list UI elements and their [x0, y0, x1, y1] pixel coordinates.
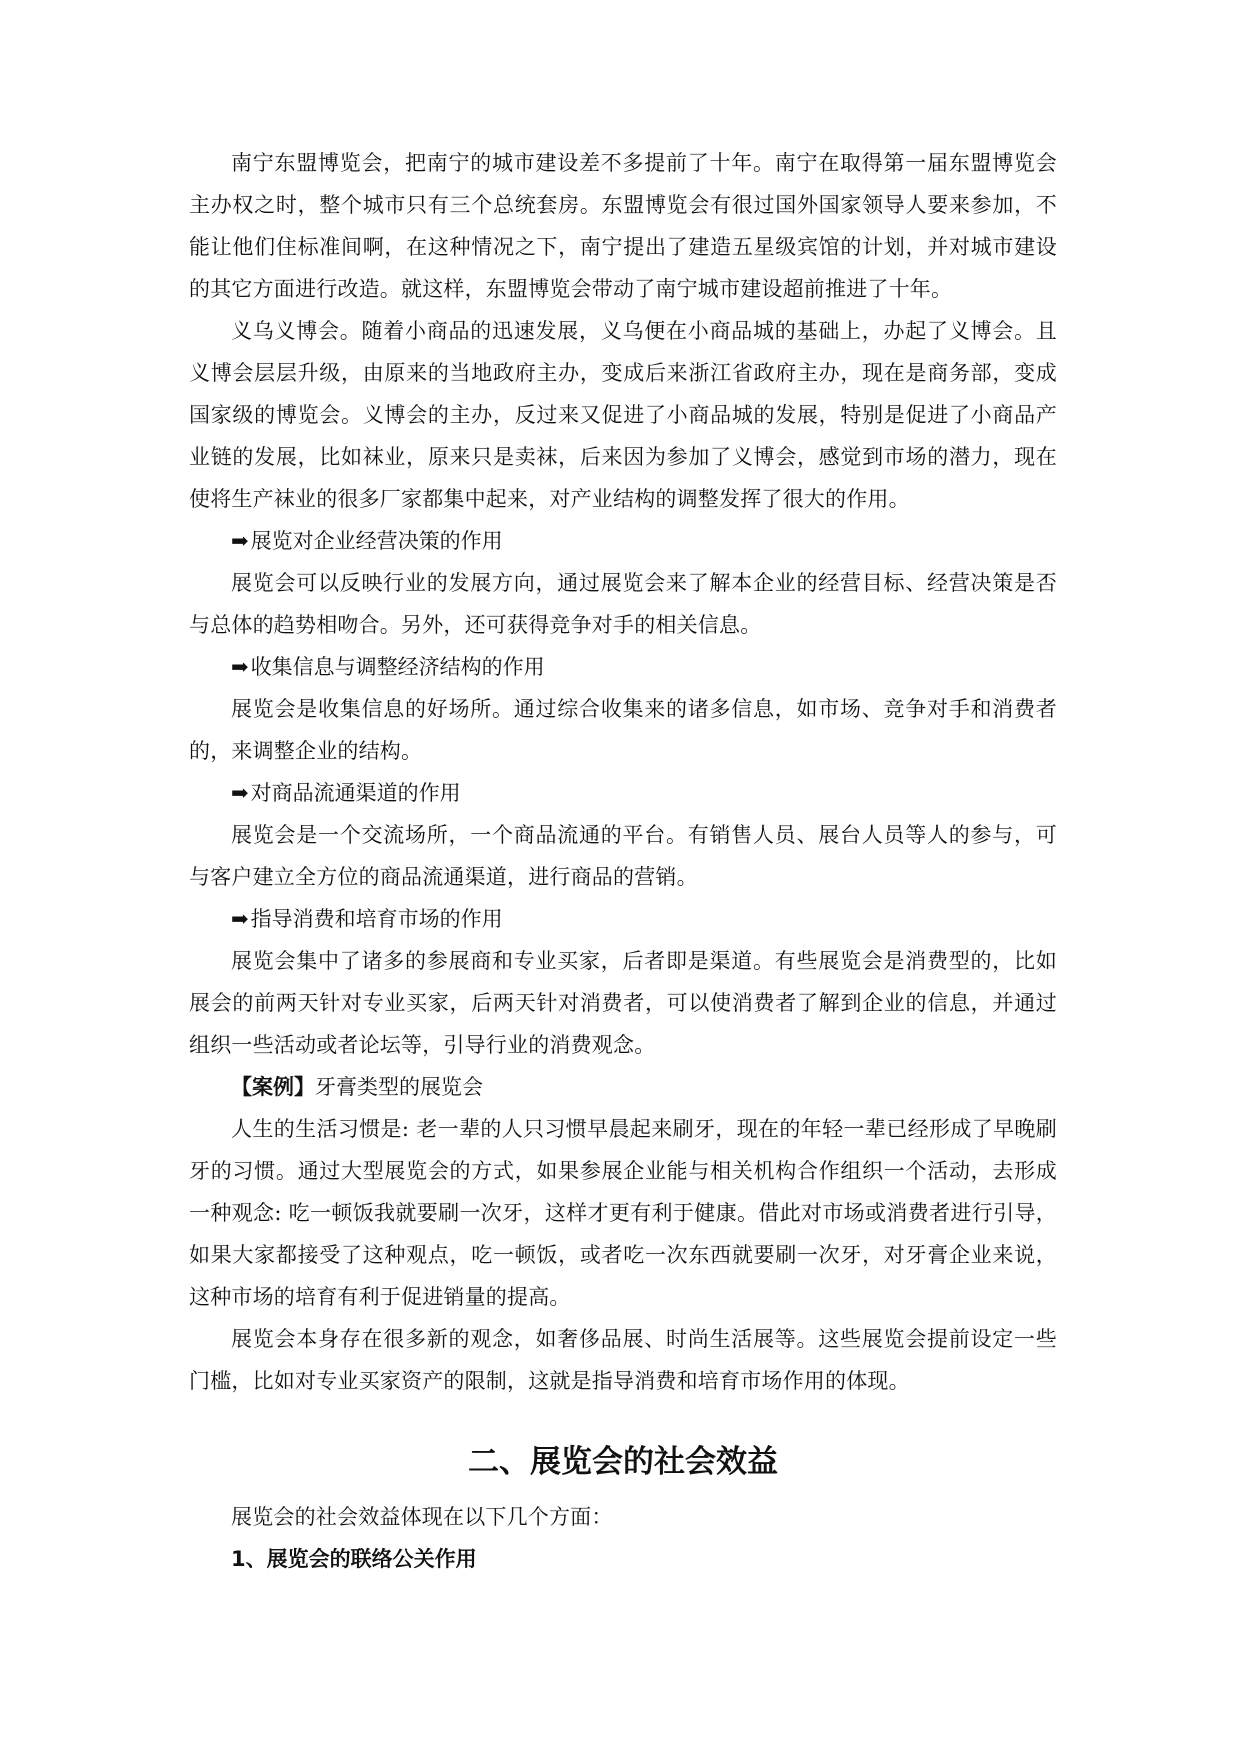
bullet-heading-information [189, 646, 1057, 688]
case-tag: 【案例】 [231, 1074, 315, 1099]
paragraph-case-toothpaste: 人生的生活习惯是: 老一辈的人只习惯早晨起来刷牙，现在的年轻一辈已经形成了早晚刷牙的习惯。通过大型展览会的方式，如果参展企业能与相关机构合作组织一个活动，去形成一种观念: 吃一顿饭我就要刷一次牙，这样才更有利于健康。借此对市场或消费者进行引导，如果大家都接受了这种观点，吃一顿饭，或者吃一次东西就要刷一次牙，对牙膏企业来说，这种市场的培育有利于促进销量的提高。 [189, 1117, 1057, 1309]
paragraph-decision: 展览会可以反映行业的发展方向，通过展览会来了解本企业的经营目标、经营决策是否与总体的趋势相吻合。另外，还可获得竞争对手的相关信息。 [189, 571, 1057, 637]
paragraph-distribution: 展览会是一个交流场所，一个商品流通的平台。有销售人员、展台人员等人的参与，可与客户建立全方位的商品流通渠道，进行商品的营销。 [189, 823, 1057, 889]
bullet-heading-consumption [189, 898, 1057, 940]
document-page [189, 142, 1057, 1580]
arrow-right-icon: ➡ [231, 655, 249, 679]
paragraph-social-benefits-intro: 展览会的社会效益体现在以下几个方面： [231, 1505, 613, 1529]
bullet-heading-decision [189, 520, 1057, 562]
bullet-heading-distribution [189, 772, 1057, 814]
paragraph-new-concepts: 展览会本身存在很多新的观念，如奢侈品展、时尚生活展等。这些展览会提前设定一些门槛，比如对专业买家资产的限制，这就是指导消费和培育市场作用的体现。 [189, 1327, 1057, 1393]
sub-heading-liaison: 1、展览会的联络公关作用 [231, 1547, 477, 1571]
section-title: 二、展览会的社会效益 [468, 1444, 778, 1480]
bullet-label: 展览对企业经营决策的作用 [250, 529, 503, 553]
arrow-right-icon: ➡ [231, 529, 249, 553]
paragraph-consumption: 展览会集中了诸多的参展商和专业买家，后者即是渠道。有些展览会是消费型的，比如展会的前两天针对专业买家，后两天针对消费者，可以使消费者了解到企业的信息，并通过组织一些活动或者论坛等，引导行业的消费观念。 [189, 949, 1057, 1057]
bullet-label: 对商品流通渠道的作用 [250, 781, 461, 805]
arrow-right-icon: ➡ [231, 907, 249, 931]
paragraph-information: 展览会是收集信息的好场所。通过综合收集来的诸多信息，如市场、竞争对手和消费者的，来调整企业的结构。 [189, 697, 1057, 763]
bullet-label: 指导消费和培育市场的作用 [250, 907, 503, 931]
arrow-right-icon: ➡ [231, 781, 249, 805]
paragraph-yiwu: 义乌义博会。随着小商品的迅速发展，义乌便在小商品城的基础上，办起了义博会。且义博会层层升级，由原来的当地政府主办，变成后来浙江省政府主办，现在是商务部，变成国家级的博览会。义博会的主办，反过来又促进了小商品城的发展，特别是促进了小商品产业链的发展，比如袜业，原来只是卖袜，后来因为参加了义博会，感觉到市场的潜力，现在使将生产袜业的很多厂家都集中起来，对产业结构的调整发挥了很大的作用。 [189, 319, 1057, 511]
case-heading [189, 1066, 1057, 1108]
bullet-label: 收集信息与调整经济结构的作用 [250, 655, 545, 679]
paragraph-nanning: 南宁东盟博览会，把南宁的城市建设差不多提前了十年。南宁在取得第一届东盟博览会主办权之时，整个城市只有三个总统套房。东盟博览会有很过国外国家领导人要来参加，不能让他们住标准间啊，在这种情况之下，南宁提出了建造五星级宾馆的计划，并对城市建设的其它方面进行改造。就这样，东盟博览会带动了南宁城市建设超前推进了十年。 [189, 151, 1057, 301]
case-title: 牙膏类型的展览会 [315, 1075, 483, 1099]
